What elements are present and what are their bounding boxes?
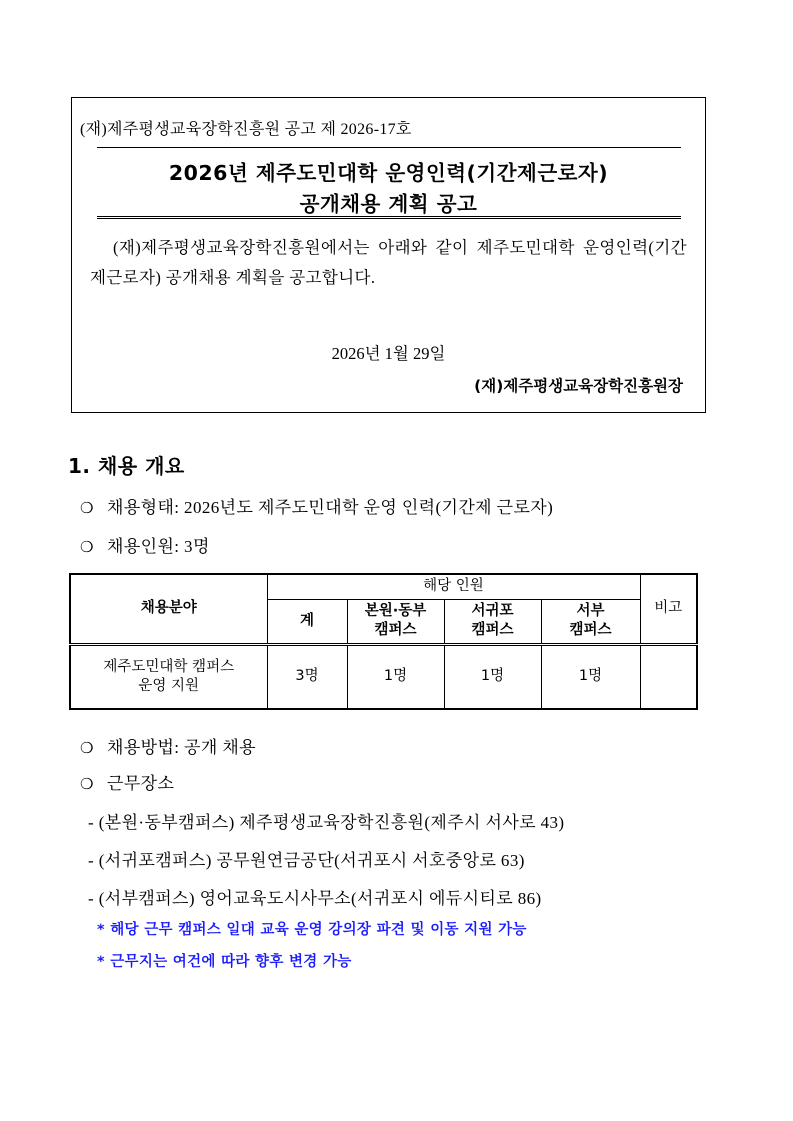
notice-intro: (재)제주평생교육장학진흥원에서는 아래와 같이 제주도민대학 운영인력(기간제근로자) 공개채용 계획을 공고합니다. bbox=[90, 238, 687, 287]
notice-issuer: (재)제주평생교육장학진흥원장 bbox=[474, 377, 683, 395]
note-item: * 해당 근무 캠퍼스 일대 교육 운영 강의장 파견 및 이동 지원 가능 bbox=[97, 922, 527, 938]
header-campus-1 bbox=[347, 599, 444, 644]
row-note bbox=[640, 644, 697, 709]
row-field-line-1: 제주도민대학 캠퍼스 bbox=[103, 658, 235, 675]
header-campus-3 bbox=[541, 599, 640, 644]
workplace-item: - (본원·동부캠퍼스) 제주평생교육장학진흥원(제주시 서사로 43) bbox=[88, 813, 565, 832]
title-top-rule bbox=[97, 147, 681, 148]
employment-type-text: 채용형태: 2026년도 제주도민대학 운영 인력(기간제 근로자) bbox=[107, 498, 554, 517]
header-campus-3-line-1: 서부 bbox=[576, 603, 605, 619]
row-total: 3명 bbox=[267, 644, 347, 709]
row-campus-1: 1명 bbox=[347, 644, 444, 709]
header-group: 해당 인원 bbox=[267, 574, 640, 599]
table-header-row-1 bbox=[70, 574, 697, 599]
title-bottom-rule bbox=[97, 216, 681, 219]
notice-title-line-1: 2026년 제주도민대학 운영인력(기간제근로자) bbox=[168, 161, 609, 185]
recruitment-table bbox=[69, 573, 698, 710]
method-text: 채용방법: 공개 채용 bbox=[107, 738, 256, 757]
method-line bbox=[80, 733, 256, 758]
row-field bbox=[70, 644, 267, 709]
header-campus-1-line-2: 캠퍼스 bbox=[374, 622, 417, 638]
workplace-title-text: 근무장소 bbox=[107, 774, 175, 793]
headcount-text: 채용인원: 3명 bbox=[107, 537, 210, 556]
header-campus-2-line-1: 서귀포 bbox=[471, 603, 514, 619]
workplace-item: - (서귀포캠퍼스) 공무원연금공단(서귀포시 서호중앙로 63) bbox=[88, 851, 525, 870]
employment-type-line bbox=[80, 493, 553, 518]
row-field-line-2: 운영 지원 bbox=[138, 677, 200, 694]
notice-number: (재)제주평생교육장학진흥원 공고 제 2026-17호 bbox=[80, 121, 412, 138]
header-field: 채용분야 bbox=[70, 574, 267, 644]
header-total: 계 bbox=[267, 599, 347, 644]
row-campus-2: 1명 bbox=[444, 644, 541, 709]
section-title: 1. 채용 개요 bbox=[68, 454, 185, 478]
header-campus-1-line-1: 본원·동부 bbox=[364, 603, 427, 619]
bullet-icon: ❍ bbox=[80, 775, 94, 793]
header-campus-2-line-2: 캠퍼스 bbox=[471, 622, 514, 638]
workplace-title-line bbox=[80, 769, 174, 794]
header-campus-2 bbox=[444, 599, 541, 644]
bullet-icon: ❍ bbox=[80, 739, 94, 757]
bullet-icon: ❍ bbox=[80, 499, 94, 517]
row-campus-3: 1명 bbox=[541, 644, 640, 709]
notice-date: 2026년 1월 29일 bbox=[331, 344, 446, 363]
bullet-icon: ❍ bbox=[80, 538, 94, 556]
header-campus-3-line-2: 캠퍼스 bbox=[569, 622, 612, 638]
workplace-item: - (서부캠퍼스) 영어교육도시사무소(서귀포시 에듀시티로 86) bbox=[88, 889, 542, 908]
headcount-line bbox=[80, 532, 210, 557]
note-item: * 근무지는 여건에 따라 향후 변경 가능 bbox=[97, 954, 352, 970]
header-note: 비고 bbox=[640, 574, 697, 644]
notice-box bbox=[71, 97, 706, 413]
table-row bbox=[70, 644, 697, 709]
notice-title-line-2: 공개채용 계획 공고 bbox=[299, 192, 478, 216]
